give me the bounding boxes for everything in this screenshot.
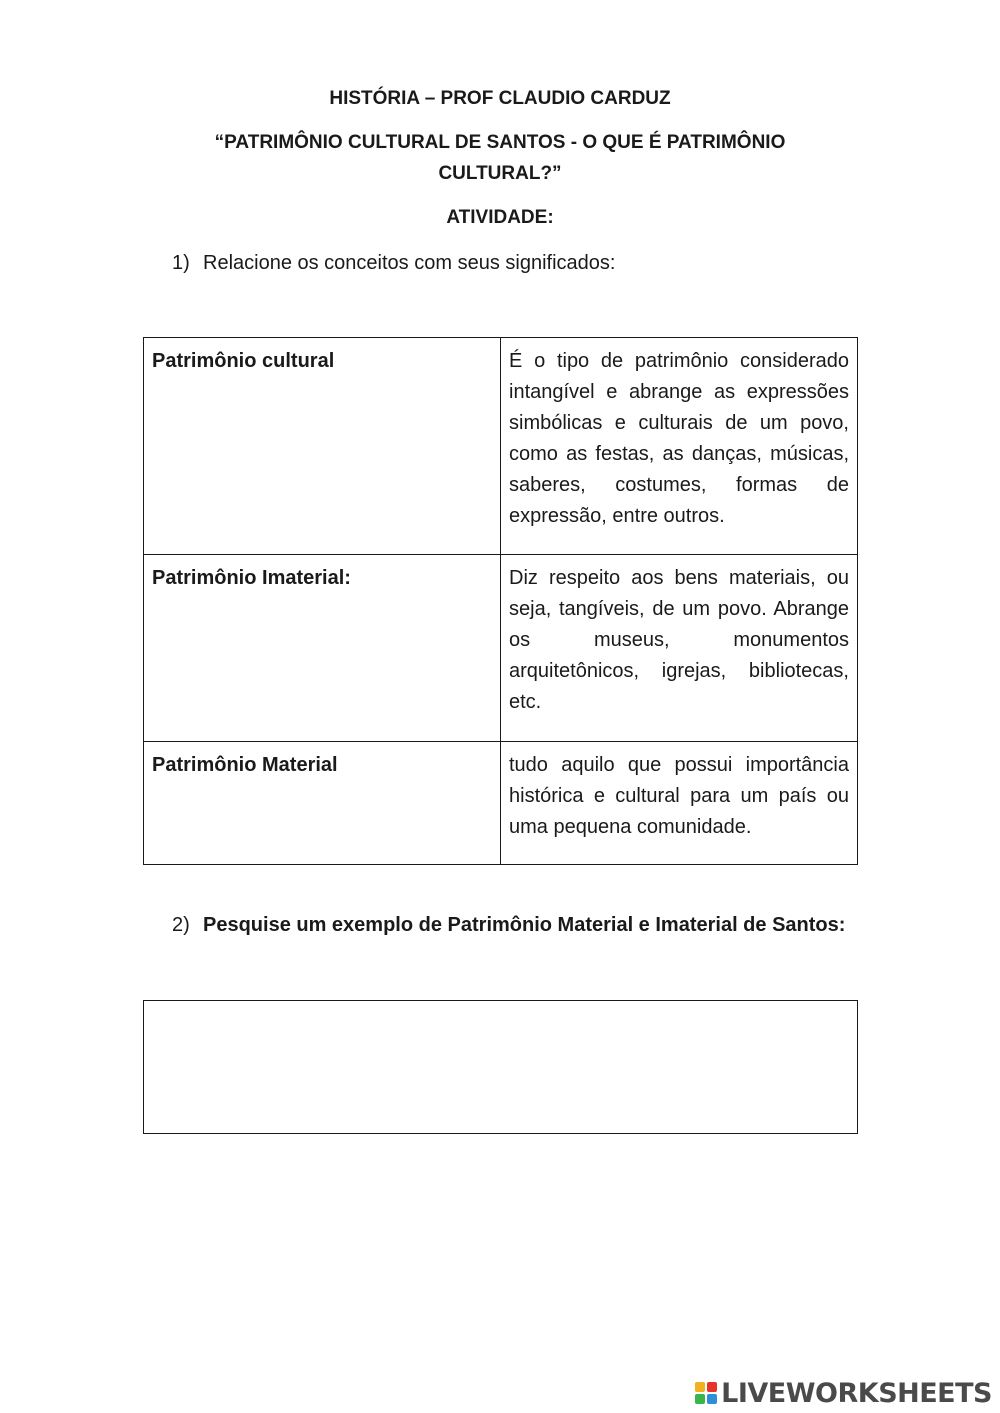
term-cell[interactable]: Patrimônio Material	[144, 742, 501, 865]
table-row	[144, 742, 858, 865]
liveworksheets-logo-icon	[695, 1382, 717, 1404]
worksheet-subtitle	[0, 127, 1000, 189]
answer-box[interactable]	[143, 1000, 858, 1134]
term-cell[interactable]: Patrimônio Imaterial:	[144, 555, 501, 742]
question-2	[172, 911, 845, 939]
table-row	[144, 338, 858, 555]
question-1	[172, 249, 615, 277]
question-1-number: 1)	[172, 252, 190, 274]
subtitle-line-1: “PATRIMÔNIO CULTURAL DE SANTOS - O QUE É PATRIMÔNIO	[214, 132, 786, 153]
question-1-text: Relacione os conceitos com seus significados:	[203, 252, 616, 274]
subtitle-line-2: CULTURAL?”	[438, 163, 562, 184]
activity-heading: ATIVIDADE:	[446, 207, 554, 228]
brand-name: LIVEWORKSHEETS	[721, 1377, 992, 1409]
definition-cell[interactable]: tudo aquilo que possui importância histórica e cultural para um país ou uma pequena comunidade.	[501, 742, 858, 865]
definition-cell[interactable]: É o tipo de patrimônio considerado intangível e abrange as expressões simbólicas e culturais de um povo, como as festas, as danças, músicas, saberes, costumes, formas de expressão, entre outros.	[501, 338, 858, 555]
definition-cell[interactable]: Diz respeito aos bens materiais, ou seja, tangíveis, de um povo. Abrange os museus, monumentos arquitetônicos, igrejas, bibliotecas, etc.	[501, 555, 858, 742]
question-2-text: Pesquise um exemplo de Patrimônio Material e Imaterial de Santos:	[203, 914, 846, 936]
table-row	[144, 555, 858, 742]
matching-table	[143, 337, 858, 865]
liveworksheets-branding	[695, 1379, 992, 1407]
question-2-number: 2)	[172, 914, 190, 936]
term-cell[interactable]: Patrimônio cultural	[144, 338, 501, 555]
worksheet-title: HISTÓRIA – PROF CLAUDIO CARDUZ	[329, 88, 671, 109]
